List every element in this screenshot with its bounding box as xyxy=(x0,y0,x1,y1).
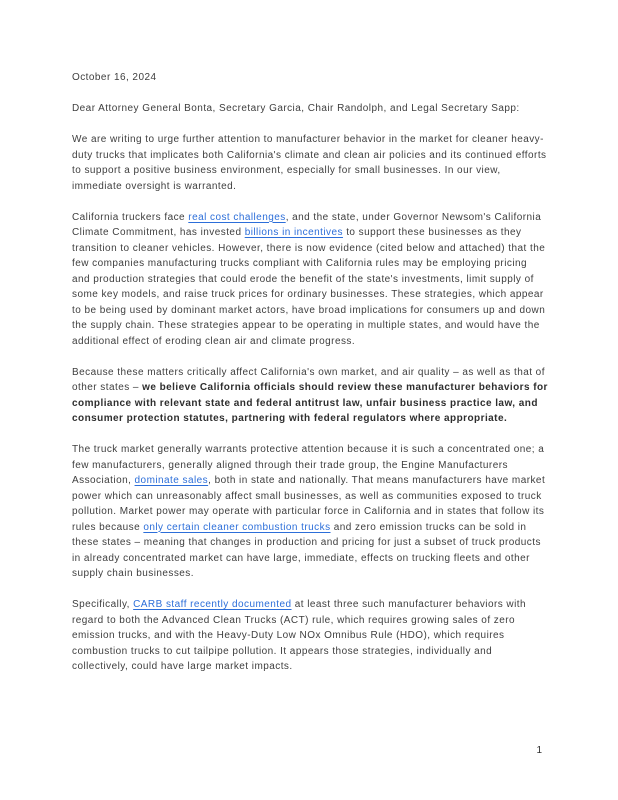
inline-link[interactable]: CARB staff recently documented xyxy=(133,599,292,610)
body-text: Because these matters critically affect California's own market, and air quality – as well as that of other states – xyxy=(72,366,545,393)
salutation: Dear Attorney General Bonta, Secretary Garcia, Chair Randolph, and Legal Secretary Sapp: xyxy=(72,103,520,114)
body-text: at least three such manufacturer behaviors with regard to both the Advanced Clean Trucks (ACT) rule, which requires growing sales of zero emission trucks, and with the Heavy-Duty Low NOx Omnibus Rule (HDO), which requires combustion trucks to cut tailpipe pollution. It appears those strategies, individually and collectively, could have large market impacts. xyxy=(72,599,527,672)
inline-link[interactable]: real cost challenges xyxy=(188,211,286,223)
body-text: to support these businesses as they transition to cleaner vehicles. However, there is now evidence (cited below and attached) that the few companies manufacturing trucks compliant with California rules may be employing pricing and production strategies that could erode the benefit of the state's investments, limit supply of some key models, and raise truck prices for ordinary businesses. These strategies, which appear to be being used by dominant market actors, have broad implications for consumers up and down the supply chain. These strategies appear to be operating in multiple states, and would have the additional effect of eroding clean air and climate progress. xyxy=(72,227,546,347)
body-text: and zero emission trucks can be sold in these states – meaning that changes in production and pricing for just a subset of truck products in already concentrated market can have large, immediate, effects on trucking fleets and other supply chain businesses. xyxy=(72,521,541,579)
paragraph xyxy=(72,132,548,194)
inline-link[interactable]: only certain cleaner combustion trucks xyxy=(143,521,331,533)
body-text: California truckers face xyxy=(72,211,189,223)
paragraph xyxy=(72,442,548,582)
inline-link[interactable]: dominate sales xyxy=(134,475,209,486)
bold-text: we believe California officials should review these manufacturer behaviors for compliance with relevant state and federal antitrust law, unfair business practice law, and consumer protection statutes, partnering with federal regulators where appropriate. xyxy=(72,382,548,424)
body-text: , both in state and nationally. That means manufacturers have market power which can unreasonably affect small businesses, as well as communities exposed to truck pollution. Market power may operate with particular force in California and in states that follow its rules because xyxy=(72,475,546,533)
page-number: 1 xyxy=(536,744,542,756)
body-text: The truck market generally warrants protective attention because it is such a concentrated one; a few manufacturers, generally aligned through their trade group, the Engine Manufacturers Association, xyxy=(72,444,545,486)
paragraph xyxy=(72,210,548,350)
body-text: , and the state, under Governor Newsom's California Climate Commitment, has invested xyxy=(72,211,542,238)
paragraph xyxy=(72,597,548,675)
body-text: Specifically, xyxy=(72,599,134,610)
paragraph xyxy=(72,365,548,427)
body-text: We are writing to urge further attention to manufacturer behavior in the market for cleaner heavy-duty trucks that implicates both California's climate and clean air policies and its continued efforts to support a positive business environment, especially for small businesses. In our view, immediate oversight is warranted. xyxy=(72,134,547,192)
date-line: October 16, 2024 xyxy=(72,72,157,83)
inline-link[interactable]: billions in incentives xyxy=(244,227,343,238)
letter-body xyxy=(72,132,548,675)
